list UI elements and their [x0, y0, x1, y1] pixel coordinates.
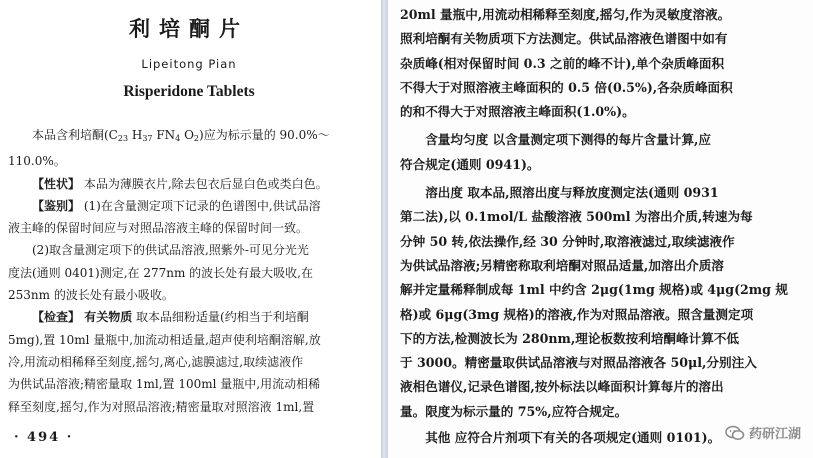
uniformity-section: 含量均匀度 以含量测定项下测得的每片含量计算,应 符合规定(通则 0941)。 — [400, 132, 712, 172]
content-section — [8, 124, 370, 173]
page-number: · 494 · — [14, 430, 74, 445]
character-section: 【性状】 本品为薄膜衣片,除去包衣后显白色或类白色。 — [32, 176, 328, 191]
content-line-1: 本品含利培酮($C_{23}$ $H_{37}$ $FN_4$ $O_2$)应为标示量的 90.0%～ — [32, 128, 330, 143]
inspection-section: 【检查】 有关物质 取本品细粉适量(约相当于利培酮 5mg),置 10ml 量瓶中,加流动相适量,超声使利培酮溶解,放 冷,用流动相稀释至刻度,摇匀,离心,滤膜滤过,取续滤液作 为供试品溶液;精密量取 1ml,置 100ml 量瓶中,用流动相稀 释至刻度,摇匀,作为对照品溶液;精密量取对照溶液 1ml,置 — [8, 310, 321, 414]
wechat-icon — [725, 425, 745, 441]
title-pinyin: Lipeitong Pian — [141, 57, 237, 71]
watermark — [725, 423, 801, 442]
left-page — [0, 0, 380, 458]
title-english: Risperidone Tablets — [123, 83, 255, 100]
dissolution-section: 溶出度 取本品,照溶出度与释放度测定法(通则 0931 第二法),以 0.1mol/L 盐酸溶液 500ml 为溶出介质,转速为每 分钟 50 转,依法操作,经 30 分钟时,取溶液滤过,取续滤液作 为供试品溶液;另精密称取利培酮对照品适量,加溶出介质溶 解并定量稀释制成每 1ml 中约含 2μg(1mg 规格)或 4μg(2mg 规 格)或 6μg(3mg 规格)的溶液,作为对照品溶液。照含量测定项 下的方法,检测波长为 280nm,理论板数按利培酮峰计算不低 于 3000。精密量取供试品溶液与对照品溶液各 50μl,分别注入 液相色谱仪,记录色谱图,按外标法以峰面积计算每片的溶出 量。限度为标示量的 75%,应符合规定。 — [400, 185, 788, 419]
right-page — [388, 0, 813, 458]
identification-section: 【鉴别】 (1)在含量测定项下记录的色谱图中,供试品溶 液主峰的保留时间应与对照品溶液主峰的保留时间一致。 (2)取含量测定项下的供试品溶液,照紫外-可见分光光 度法(通则 0401)测定,在 277nm 的波长处有最大吸收,在 253nm 的波长处有最小吸收。 — [8, 198, 321, 303]
content-line-2: 110.0%。 — [8, 154, 66, 169]
title-chinese: 利培酮片 — [129, 16, 249, 41]
page-divider — [381, 0, 388, 458]
related-substances-continuation: 20ml 量瓶中,用流动相稀释至刻度,摇匀,作为灵敏度溶液。 照利培酮有关物质项下方法测定。供试品溶液色谱图中如有 杂质峰(相对保留时间 0.3 之前的峰不计),单个杂质峰面积 不得大于对照溶液主峰面积的 0.5 倍(0.5%),各杂质峰面积 的和不得大于对照溶液主峰面积(1.0%)。 — [400, 7, 733, 120]
other-section: 其他 应符合片剂项下有关的各项规定(通则 0101)。 — [425, 430, 721, 446]
watermark-text: 药研江湖 — [748, 427, 801, 442]
